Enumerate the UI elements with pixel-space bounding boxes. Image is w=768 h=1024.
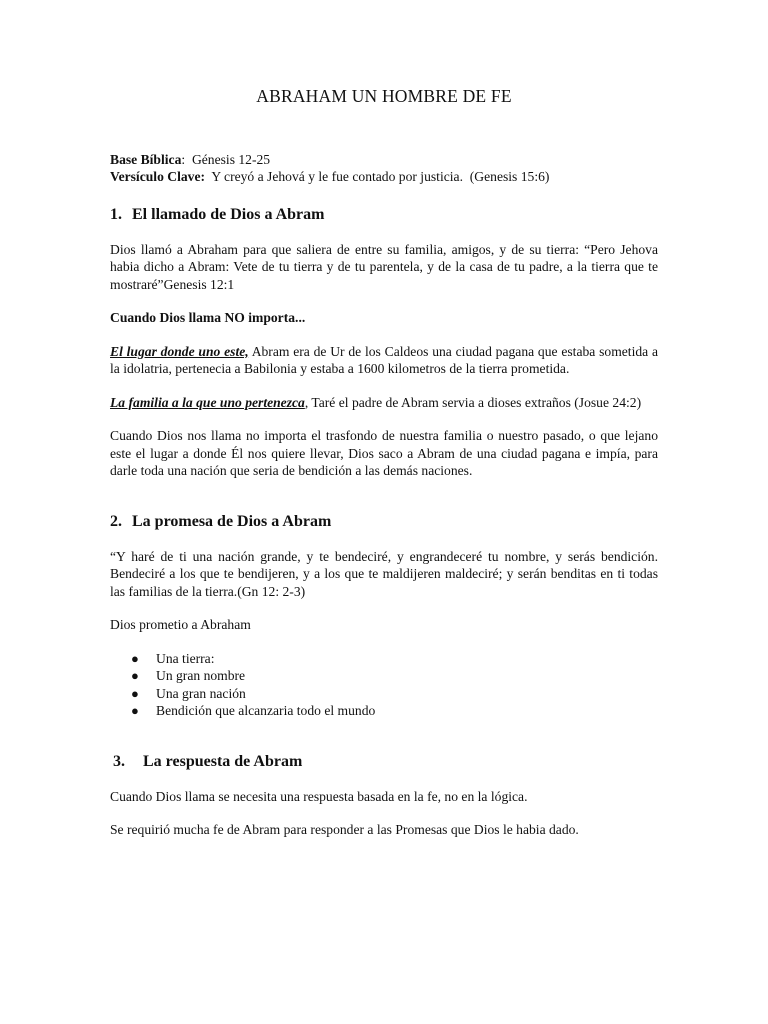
list-item bbox=[131, 667, 658, 685]
base-value: Génesis 12-25 bbox=[185, 151, 271, 167]
verse-label: Versículo Clave: bbox=[110, 169, 206, 184]
section-3-number: 3. bbox=[113, 752, 125, 770]
section-2-heading bbox=[110, 512, 658, 532]
bullet-icon: ● bbox=[131, 668, 139, 683]
bullet-icon: ● bbox=[131, 650, 139, 666]
list-item-text: Una gran nación bbox=[156, 685, 246, 701]
promise-list bbox=[110, 650, 658, 720]
section-1-paragraph-3 bbox=[110, 343, 658, 378]
familia-lead: La familia a la que uno pertenezca bbox=[110, 394, 305, 410]
list-item-text: Bendición que alcanzaria todo el mundo bbox=[156, 703, 376, 718]
section-1-paragraph-4 bbox=[110, 394, 658, 412]
section-3-title: La respuesta de Abram bbox=[143, 752, 303, 770]
section-1-heading bbox=[110, 205, 658, 225]
base-sep: : bbox=[181, 151, 186, 167]
section-3-paragraph-2: Se requirió mucha fe de Abram para responder a las Promesas que Dios le habia dado. bbox=[110, 822, 579, 837]
familia-text: , Taré el padre de Abram servia a dioses extraños (Josue 24:2) bbox=[304, 394, 642, 410]
meta-block bbox=[110, 151, 658, 186]
section-1-paragraph-5: Cuando Dios nos llama no importa el trasfondo de nuestra familia o nuestro pasado, o que lejano este el lugar a donde Él nos quiere llevar, Dios saco a Abram de una ciudad pagana e impía, para darle toda una nación que seria de bendición a las demás naciones. bbox=[110, 428, 658, 478]
section-3-paragraph-1: Cuando Dios llama se necesita una respuesta basada en la fe, no en la lógica. bbox=[110, 788, 528, 804]
list-item-text: Un gran nombre bbox=[156, 668, 246, 683]
section-2-paragraph-1: “Y haré de ti una nación grande, y te bendeciré, y engrandeceré tu nombre, y serás bendición. Bendeciré a los que te bendijeren, y a los que te maldijeren maldeciré; y serán benditas en ti todas las familias de la tierra.(Gn 12: 2-3) bbox=[110, 548, 658, 599]
list-item-text: Una tierra: bbox=[156, 650, 215, 666]
list-item bbox=[131, 685, 658, 703]
base-biblica-line bbox=[110, 151, 658, 169]
list-item bbox=[131, 650, 658, 668]
section-1-paragraph-1: Dios llamó a Abraham para que saliera de entre su familia, amigos, y de su tierra: “Pero Jehova habia dicho a Abram: Vete de tu tierra y de tu parentela, y de la casa de tu padre, a la tierra que te mostraré”Genesis 12:1 bbox=[110, 241, 658, 292]
base-label: Base Bíblica bbox=[110, 151, 182, 167]
section-2-number: 2. bbox=[110, 512, 122, 530]
section-1-title: El llamado de Dios a Abram bbox=[132, 205, 325, 223]
section-1-paragraph-2: Cuando Dios llama NO importa... bbox=[110, 310, 306, 325]
bullet-icon: ● bbox=[131, 703, 139, 718]
versiculo-line bbox=[110, 168, 658, 186]
section-1-number: 1. bbox=[110, 205, 122, 223]
section-2-paragraph-2: Dios prometio a Abraham bbox=[110, 617, 251, 632]
list-item bbox=[131, 702, 658, 720]
section-3-heading bbox=[110, 752, 658, 772]
bullet-icon: ● bbox=[131, 685, 139, 701]
lugar-text: Abram era de Ur de los Caldeos una ciudad pagana que estaba sometida a la idolatria, pertenecia a Babilonia y estaba a 1600 kilometros de la tierra prometida. bbox=[110, 343, 659, 376]
lugar-lead: El lugar donde uno este, bbox=[110, 343, 249, 359]
section-2-title: La promesa de Dios a Abram bbox=[132, 512, 332, 530]
verse-value: Y creyó a Jehová y le fue contado por justicia. (Genesis 15:6) bbox=[205, 169, 550, 184]
page-title: ABRAHAM UN HOMBRE DE FE bbox=[256, 86, 512, 106]
